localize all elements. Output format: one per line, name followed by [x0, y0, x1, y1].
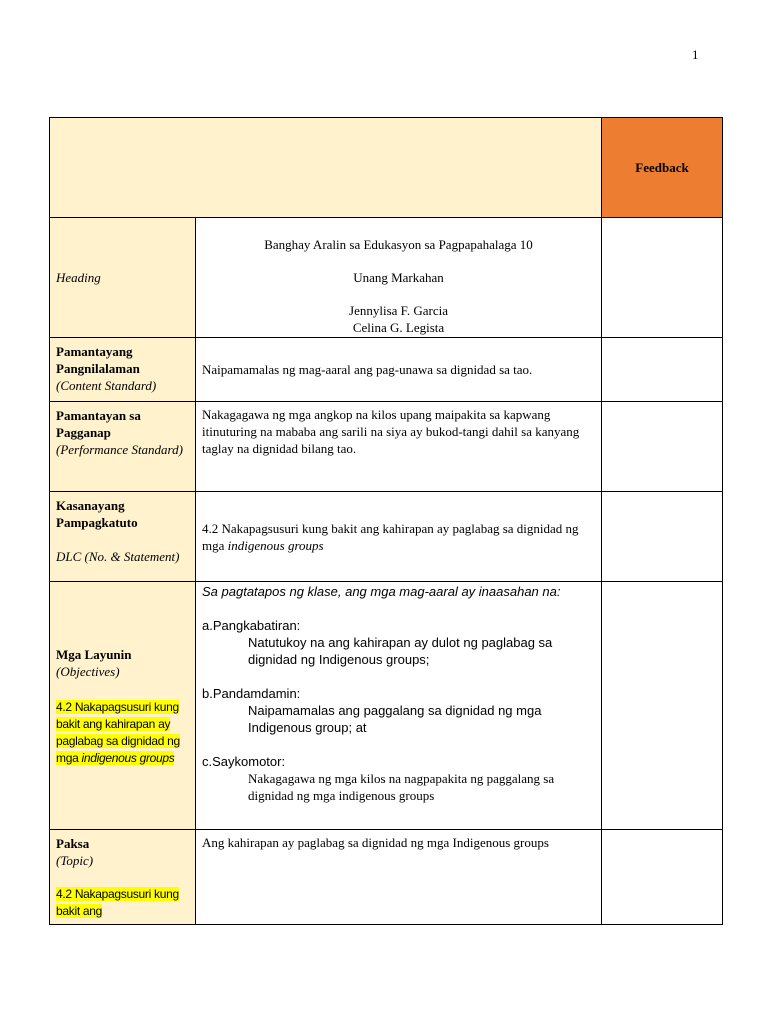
- table-header-row: [50, 118, 723, 218]
- topic-label-cell: [50, 830, 196, 925]
- competency-sublabel: DLC (No. & Statement): [56, 549, 180, 564]
- content-standard-sublabel: (Content Standard): [56, 378, 157, 393]
- competency-feedback-cell: [602, 492, 723, 582]
- objectives-content: [196, 582, 602, 830]
- content-standard-row: [50, 338, 723, 402]
- page-number: 1: [692, 47, 699, 62]
- topic-row: [50, 830, 723, 925]
- topic-highlight: 4.2 Nakapagsusuri kung bakit ang: [56, 887, 179, 918]
- header-blank-cell: [50, 118, 602, 218]
- author-2: Celina G. Legista: [352, 320, 445, 335]
- objectives-highlight-italic: indigenous groups: [81, 750, 175, 765]
- objectives-sublabel: (Objectives): [56, 663, 120, 679]
- heading-content: [196, 218, 602, 338]
- heading-row: [50, 218, 723, 338]
- competency-text-italic: indigenous groups: [227, 537, 324, 553]
- objective-c-label: c.Saykomotor:: [202, 754, 286, 769]
- competency-label-cell: [50, 492, 196, 582]
- objective-a-label: a.Pangkabatiran:: [202, 618, 301, 633]
- objectives-row: [50, 582, 723, 830]
- content-standard-label: Pamantayang Pangnilalaman: [56, 344, 140, 376]
- content-standard-label-cell: [50, 338, 196, 402]
- objectives-label-cell: [50, 582, 196, 830]
- objectives-intro: Sa pagtatapos ng klase, ang mga mag-aaral ay inaasahan na:: [202, 584, 561, 599]
- objective-b-text: Naipamamalas ang paggalang sa dignidad ng mga Indigenous group; at: [248, 703, 542, 735]
- objective-b-label: b.Pandamdamin:: [202, 686, 301, 701]
- performance-standard-text: Nakagagawa ng mga angkop na kilos upang maipakita sa kapwang itinuturing na mababa ang sarili na siya ay bukod-tangi dahil sa kanyang taglay na dignidad bilang tao.: [196, 402, 602, 492]
- feedback-header: Feedback: [602, 118, 723, 218]
- author-1: Jennylisa F. Garcia: [349, 303, 448, 318]
- content-standard-feedback-cell: [602, 338, 723, 402]
- performance-standard-label-cell: [50, 402, 196, 492]
- topic-sublabel: (Topic): [56, 853, 94, 868]
- performance-standard-row: [50, 402, 723, 492]
- objective-c-text: Nakagagawa ng mga kilos na nagpapakita ng paggalang sa dignidad ng mga indigenous groups: [248, 771, 555, 803]
- topic-feedback-cell: [602, 830, 723, 925]
- competency-text-main: 4.2 Nakapagsusuri kung bakit ang kahirapan ay paglabag sa dignidad ng mga: [202, 520, 579, 553]
- plan-quarter: Unang Markahan: [353, 270, 444, 285]
- objectives-label: Mga Layunin: [56, 646, 132, 662]
- topic-highlight-wrap: [56, 885, 189, 919]
- competency-text: [196, 492, 602, 582]
- objective-a-text: Natutukoy na ang kahirapan ay dulot ng paglabag sa dignidad ng Indigenous groups;: [248, 635, 553, 667]
- performance-standard-feedback-cell: [602, 402, 723, 492]
- lesson-plan-table: [49, 117, 723, 925]
- competency-row: [50, 492, 723, 582]
- topic-text: Ang kahirapan ay paglabag sa dignidad ng mga Indigenous groups: [196, 830, 602, 925]
- content-standard-text: Naipamamalas ng mag-aaral ang pag-unawa sa dignidad sa tao.: [196, 338, 602, 402]
- objectives-highlight-main: 4.2 Nakapagsusuri kung bakit ang kahirapan ay paglabag sa dignidad ng mga: [56, 699, 180, 765]
- competency-label: Kasanayang Pampagkatuto: [56, 498, 138, 530]
- objectives-feedback-cell: [602, 582, 723, 830]
- heading-feedback-cell: [602, 218, 723, 338]
- heading-label: Heading: [50, 218, 196, 338]
- performance-standard-sublabel: (Performance Standard): [56, 442, 183, 457]
- performance-standard-label: Pamantayan sa Pagganap: [56, 408, 141, 440]
- plan-title: Banghay Aralin sa Edukasyon sa Pagpapahalaga 10: [264, 237, 533, 252]
- topic-label: Paksa: [56, 836, 90, 851]
- objectives-highlight: [56, 698, 189, 766]
